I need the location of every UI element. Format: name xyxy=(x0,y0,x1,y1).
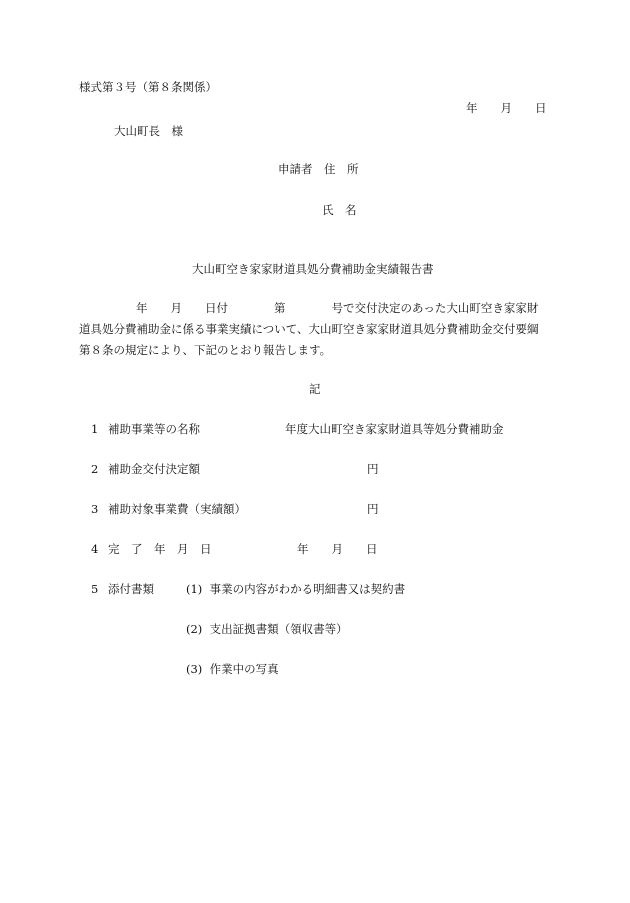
item-5-number: 5 xyxy=(91,582,99,596)
item-2-value: 円 xyxy=(367,462,379,476)
item-1-label: 補助事業等の名称 xyxy=(108,422,200,436)
applicant-address-label: 申請者 住 所 xyxy=(278,162,359,176)
item-4-label: 完 了 年 月 日 xyxy=(108,542,212,556)
attachment-2: (2) 支出証拠書類（領収書等） xyxy=(186,622,348,636)
item-1-number: 1 xyxy=(91,422,99,436)
item-4-number: 4 xyxy=(91,542,99,556)
item-2-number: 2 xyxy=(91,462,99,476)
item-1-value: 年度大山町空き家家財道具等処分費補助金 xyxy=(285,422,504,436)
item-3-number: 3 xyxy=(91,502,99,516)
body-line-2: 道具処分費補助金に係る事業実績について、大山町空き家家財道具処分費補助金交付要綱 xyxy=(79,322,539,336)
form-number: 様式第３号（第８条関係） xyxy=(79,80,217,94)
body-line-1: 年 月 日付 第 号で交付決定のあった大山町空き家家財 xyxy=(136,301,539,315)
item-3-value: 円 xyxy=(367,502,379,516)
item-5-value: (1) 事業の内容がわかる明細書又は契約書 xyxy=(186,582,406,596)
body-line-3: 第８条の規定により、下記のとおり報告します。 xyxy=(79,343,332,357)
document-title: 大山町空き家家財道具処分費補助金実績報告書 xyxy=(192,262,434,276)
attachment-3: (3) 作業中の写真 xyxy=(186,662,279,676)
addressee: 大山町長 様 xyxy=(114,124,183,138)
item-4-value: 年 月 日 xyxy=(297,542,378,556)
applicant-name-label: 氏 名 xyxy=(322,203,357,217)
item-2-label: 補助金交付決定額 xyxy=(108,462,200,476)
date-line: 年 月 日 xyxy=(466,101,547,115)
item-3-label: 補助対象事業費（実績額） xyxy=(108,502,246,516)
item-5-label: 添付書類 xyxy=(108,582,154,596)
ki-heading: 記 xyxy=(309,382,321,396)
